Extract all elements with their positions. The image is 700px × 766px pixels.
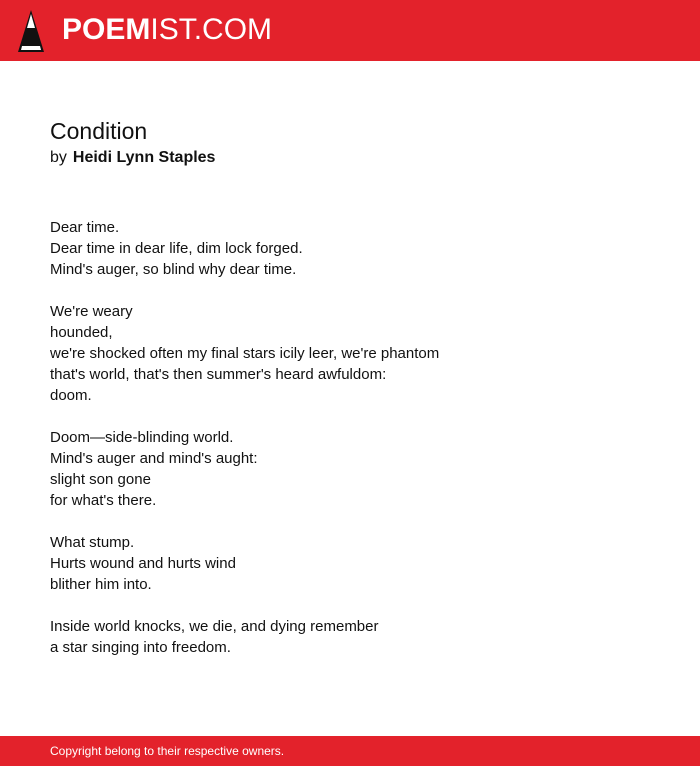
- poem-stanza: [50, 427, 650, 511]
- poem-line: Hurts wound and hurts wind: [50, 555, 236, 572]
- site-header: [0, 0, 700, 61]
- poem-line: blither him into.: [50, 576, 152, 593]
- poem-line: Inside world knocks, we die, and dying remember: [50, 618, 379, 635]
- poem-line: Doom—side-blinding world.: [50, 429, 234, 446]
- poem-body: [50, 217, 650, 658]
- poem-line: What stump.: [50, 534, 135, 551]
- poem-line: a star singing into freedom.: [50, 639, 231, 656]
- copyright-text: Copyright belong to their respective owners.: [50, 744, 285, 758]
- byline: [50, 147, 650, 169]
- poem-line: Mind's auger, so blind why dear time.: [50, 261, 297, 278]
- poem-line: slight son gone: [50, 471, 151, 488]
- poem-line: Dear time.: [50, 219, 120, 236]
- site-logo[interactable]: [62, 12, 272, 48]
- poem-line: hounded,: [50, 324, 113, 341]
- logo-light-text: IST.COM: [150, 13, 273, 46]
- poem-stanza: [50, 301, 650, 406]
- poem-line: Mind's auger and mind's aught:: [50, 450, 258, 467]
- by-label: by: [50, 149, 67, 166]
- poem-title: Condition: [50, 118, 148, 144]
- poem-stanza: [50, 532, 650, 595]
- poem-line: for what's there.: [50, 492, 157, 509]
- author-name[interactable]: Heidi Lynn Staples: [72, 149, 216, 166]
- poem-stanza: [50, 217, 650, 280]
- poem-stanza: [50, 616, 650, 658]
- poem-line: Dear time in dear life, dim lock forged.: [50, 240, 303, 257]
- poem-line: we're shocked often my final stars icily leer, we're phantom: [50, 345, 440, 362]
- poem-content: [50, 116, 650, 679]
- poem-line: that's world, that's then summer's heard awfuldom:: [50, 366, 387, 383]
- poem-line: We're weary: [50, 303, 133, 320]
- poem-line: doom.: [50, 387, 92, 404]
- site-footer: [0, 736, 700, 766]
- logo-bold-text: POEM: [62, 13, 151, 46]
- pencil-icon[interactable]: [18, 10, 44, 52]
